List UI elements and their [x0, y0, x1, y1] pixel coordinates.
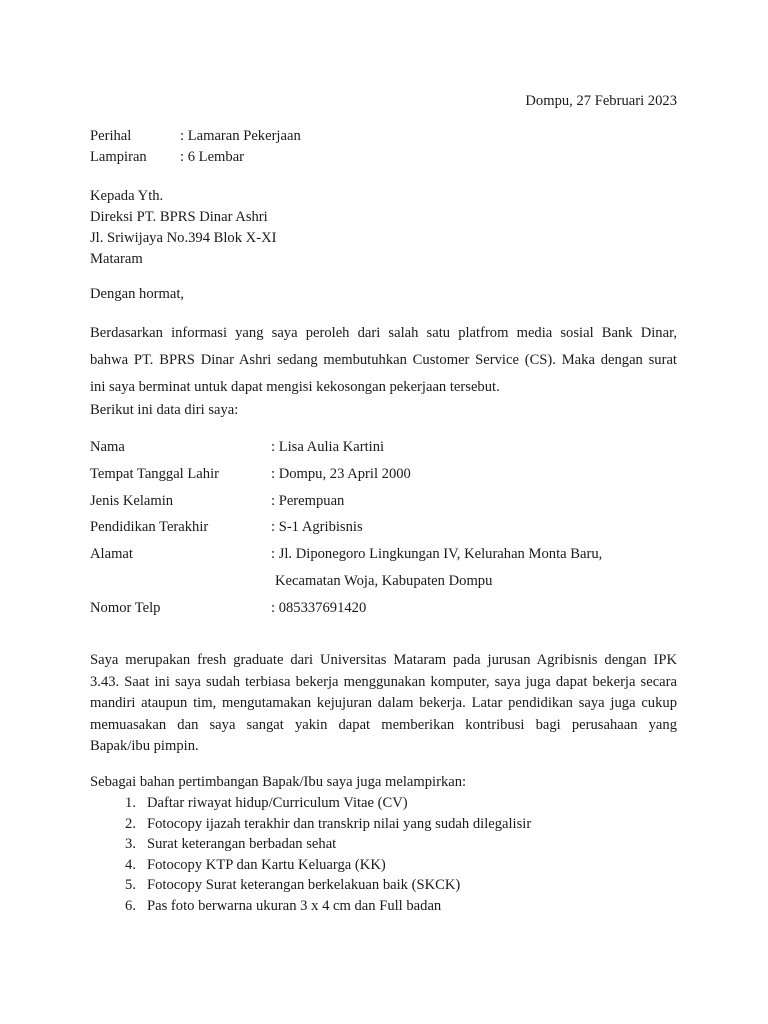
meta-attachment-value: : 6 Lembar — [180, 149, 245, 165]
paragraph-line: mandiri ataupun tim, mengutamakan kejujuran dalam bekerja. Latar pendidikan saya juga cukup — [90, 695, 677, 711]
bio-row-address — [90, 541, 602, 568]
meta-attachment-row — [90, 147, 301, 168]
meta-subject-value: : Lamaran Pekerjaan — [180, 128, 301, 144]
bio-row-phone — [90, 595, 602, 622]
bio-label: Tempat Tanggal Lahir — [90, 465, 219, 482]
attachments-list — [90, 793, 531, 917]
list-text: Daftar riwayat hidup/Curriculum Vitae (CV) — [147, 795, 408, 811]
meta-subject-label: Perihal — [90, 128, 132, 144]
list-number: 1. — [125, 795, 136, 811]
list-number: 6. — [125, 897, 136, 914]
list-item — [90, 855, 531, 876]
list-item — [90, 814, 531, 835]
recipient-line: Mataram — [90, 251, 143, 267]
list-number: 2. — [125, 815, 136, 832]
letter-meta — [90, 126, 301, 168]
bio-row-birth — [90, 461, 602, 488]
list-text: Fotocopy Surat keterangan berkelakuan baik (SKCK) — [147, 877, 461, 894]
greeting: Dengan hormat, — [90, 286, 185, 302]
bio-data-table — [90, 434, 602, 622]
list-item — [90, 793, 531, 814]
recipient-line: Jl. Sriwijaya No.394 Blok X-XI — [90, 230, 277, 246]
bio-value: : Lisa Aulia Kartini — [271, 439, 385, 455]
bio-label: Nama — [90, 439, 125, 455]
paragraph-line: bahwa PT. BPRS Dinar Ashri sedang membutuhkan Customer Service (CS). Maka dengan surat — [90, 352, 677, 368]
bio-row-address-cont — [90, 568, 602, 595]
paragraph-line: 3.43. Saat ini saya sudah terbiasa bekerja menggunakan komputer, saya juga dapat bekerja secara — [90, 673, 677, 690]
bio-value: : Perempuan — [271, 492, 345, 509]
bio-value: : S-1 Agribisnis — [271, 519, 363, 536]
meta-attachment-label: Lampiran — [90, 149, 147, 165]
list-number: 3. — [125, 836, 136, 853]
paragraph-line: Bapak/ibu pimpin. — [90, 738, 199, 754]
bio-label: Pendidikan Terakhir — [90, 519, 209, 536]
bio-row-gender — [90, 488, 602, 515]
list-text: Pas foto berwarna ukuran 3 x 4 cm dan Full badan — [147, 897, 442, 914]
list-item — [90, 875, 531, 896]
recipient-line: Direksi PT. BPRS Dinar Ashri — [90, 209, 268, 225]
bio-row-name — [90, 434, 602, 461]
paragraph-line: Saya merupakan fresh graduate dari Universitas Mataram pada jurusan Agribisnis dengan IPK — [90, 652, 677, 668]
list-number: 4. — [125, 856, 136, 873]
recipient-address — [90, 186, 276, 270]
bio-value: : Jl. Diponegoro Lingkungan IV, Kelurahan Monta Baru, — [271, 546, 603, 563]
list-text: Fotocopy ijazah terakhir dan transkrip nilai yang sudah dilegalisir — [147, 815, 532, 832]
bio-value: Kecamatan Woja, Kabupaten Dompu — [275, 572, 493, 589]
bio-label: Jenis Kelamin — [90, 492, 174, 509]
paragraph-line: ini saya berminat untuk dapat mengisi kekosongan pekerjaan tersebut. — [90, 379, 500, 395]
bio-label: Alamat — [90, 546, 133, 563]
bio-row-education — [90, 514, 602, 541]
meta-subject-row — [90, 126, 301, 147]
bio-intro: Berikut ini data diri saya: — [90, 402, 239, 418]
opening-paragraph — [90, 320, 677, 401]
bio-value: : 085337691420 — [271, 599, 367, 616]
list-item — [90, 896, 531, 917]
bio-label: Nomor Telp — [90, 599, 161, 616]
list-number: 5. — [125, 877, 136, 894]
place-date: Dompu, 27 Februari 2023 — [525, 93, 677, 109]
paragraph-line: Berdasarkan informasi yang saya peroleh dari salah satu platfrom media sosial Bank Dinar, — [90, 325, 677, 341]
list-item — [90, 834, 531, 855]
list-text: Fotocopy KTP dan Kartu Keluarga (KK) — [147, 856, 386, 873]
list-text: Surat keterangan berbadan sehat — [147, 836, 337, 853]
qualification-paragraph — [90, 650, 677, 758]
attachments-intro: Sebagai bahan pertimbangan Bapak/Ibu saya juga melampirkan: — [90, 774, 467, 790]
bio-value: : Dompu, 23 April 2000 — [271, 465, 411, 482]
recipient-line: Kepada Yth. — [90, 188, 164, 204]
paragraph-line: memuasakan dan saya sangat yakin dapat memberikan kontribusi bagi perusahaan yang — [90, 716, 677, 733]
